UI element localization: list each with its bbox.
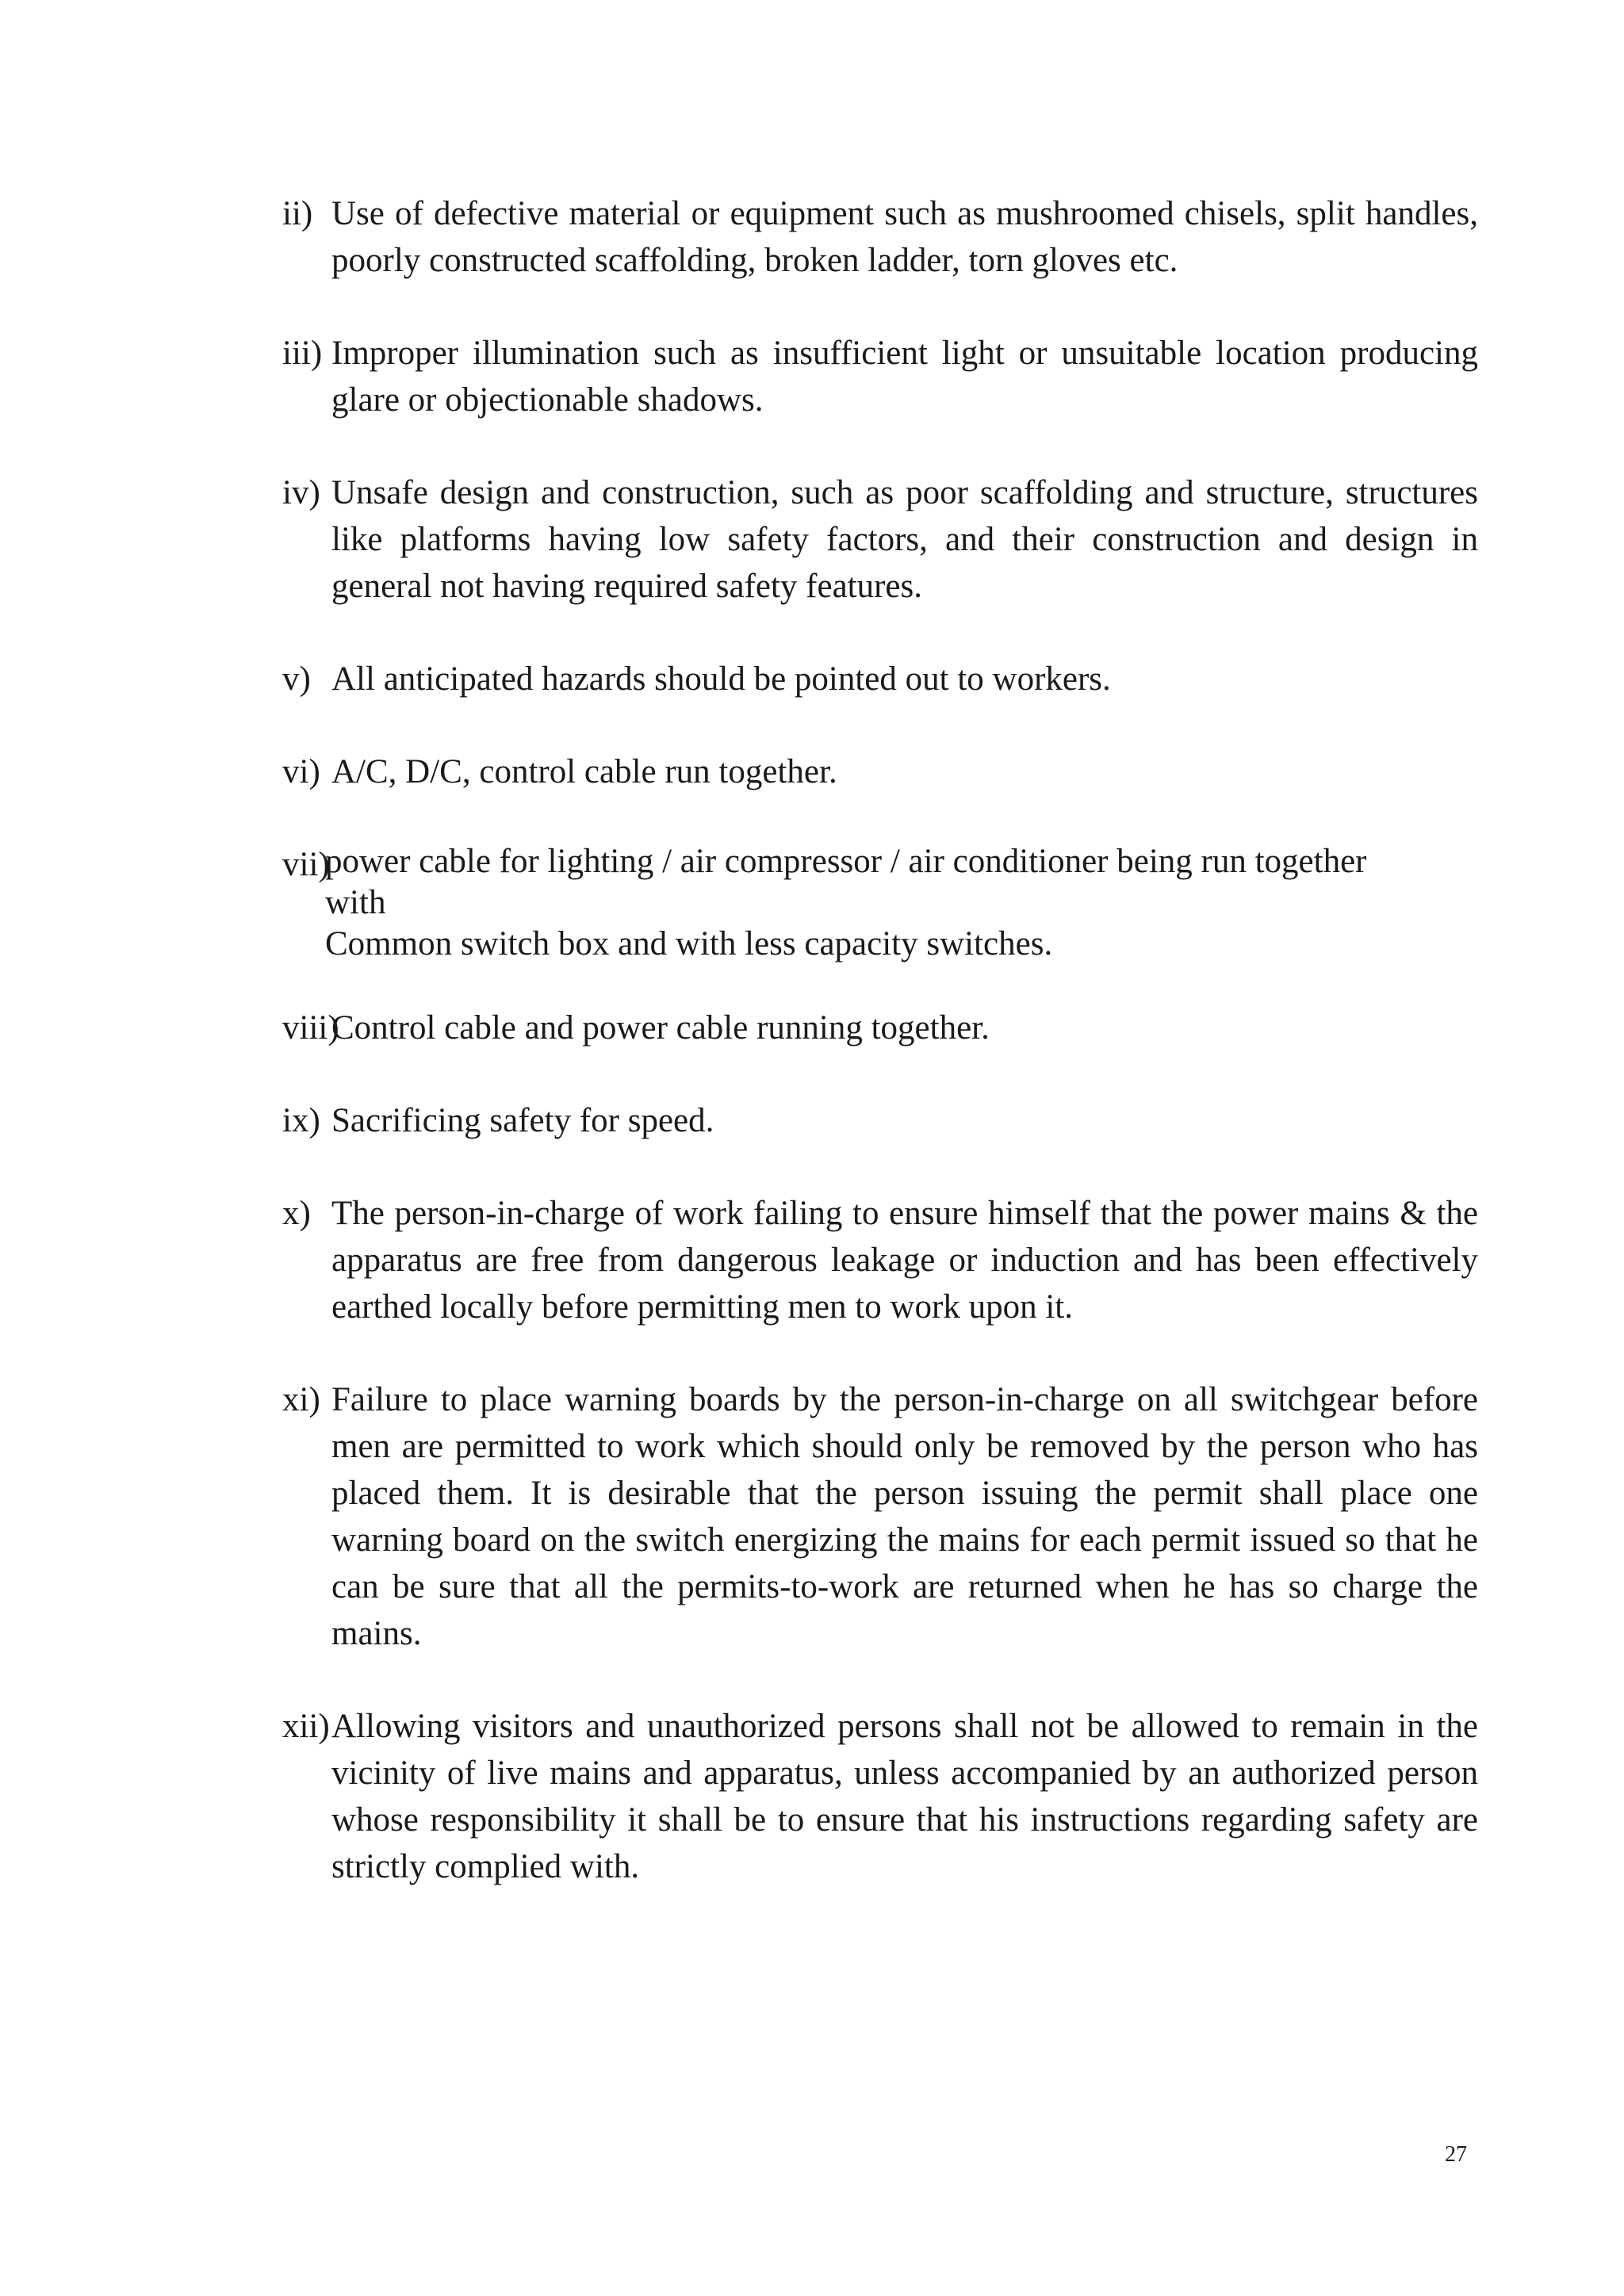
list-item-x <box>282 1190 1478 1330</box>
item-text: Use of defective material or equipment such as mushroomed chisels, split handles, poorly constructed scaffolding, broken ladder, torn gloves etc. <box>331 195 1478 279</box>
list-item-ix <box>282 1097 1478 1144</box>
list-item-vi <box>282 748 1478 795</box>
item-text: Allowing visitors and unauthorized persons shall not be allowed to remain in the vicinity of live mains and apparatus, unless accompanied by an authorized person whose responsibility it shall be to ensure that his instructions regarding safety are strictly complied with. <box>331 1708 1478 1885</box>
item-text: Sacrificing safety for speed. <box>331 1102 714 1139</box>
item-number: ix) <box>282 1102 320 1139</box>
item-number: vi) <box>282 753 320 790</box>
item-number: ii) <box>282 195 313 232</box>
list-item-iii <box>282 330 1478 423</box>
list-item-xi <box>282 1376 1478 1657</box>
list-item-viii <box>282 1004 1478 1051</box>
list-item-vii <box>282 841 1478 965</box>
list-item-iv <box>282 469 1478 610</box>
list-item-v <box>282 656 1478 702</box>
item-number: xii) <box>282 1708 330 1745</box>
item-number: iv) <box>282 474 320 511</box>
list-item-ii <box>282 190 1478 284</box>
item-number: iii) <box>282 335 323 372</box>
item-text: Unsafe design and construction, such as poor scaffolding and structure, structures like platforms having low safety factors, and their construction and design in general not having required safety features. <box>331 474 1478 605</box>
item-number: xi) <box>282 1381 320 1418</box>
item-number: vii) <box>282 846 330 883</box>
hazard-list <box>282 190 1478 1936</box>
item-text: power cable for lighting / air compressor / air conditioner being run together with Common switch box and with less capacity switches. <box>325 843 1367 962</box>
item-text: Failure to place warning boards by the person-in-charge on all switchgear before men are permitted to work which should only be removed by the person who has placed them. It is desirable that the person issuing the permit shall place one warning board on the switch energizing the mains for each permit issued so that he can be sure that all the permits-to-work are returned when he has so charge the mains. <box>331 1381 1478 1652</box>
list-item-xii <box>282 1703 1478 1890</box>
item-text: All anticipated hazards should be pointed out to workers. <box>331 660 1111 698</box>
item-number: v) <box>282 660 311 698</box>
item-text: The person-in-charge of work failing to ensure himself that the power mains & the apparatus are free from dangerous leakage or induction and has been effectively earthed locally before permitting men to work upon it. <box>331 1195 1478 1326</box>
item-number: x) <box>282 1195 311 1232</box>
item-text: Improper illumination such as insufficient light or unsuitable location producing glare or objectionable shadows. <box>331 335 1478 419</box>
item-number: viii) <box>282 1009 339 1047</box>
item-text: Control cable and power cable running together. <box>331 1009 990 1047</box>
page-number: 27 <box>1445 2142 1467 2167</box>
item-text: A/C, D/C, control cable run together. <box>331 753 837 790</box>
